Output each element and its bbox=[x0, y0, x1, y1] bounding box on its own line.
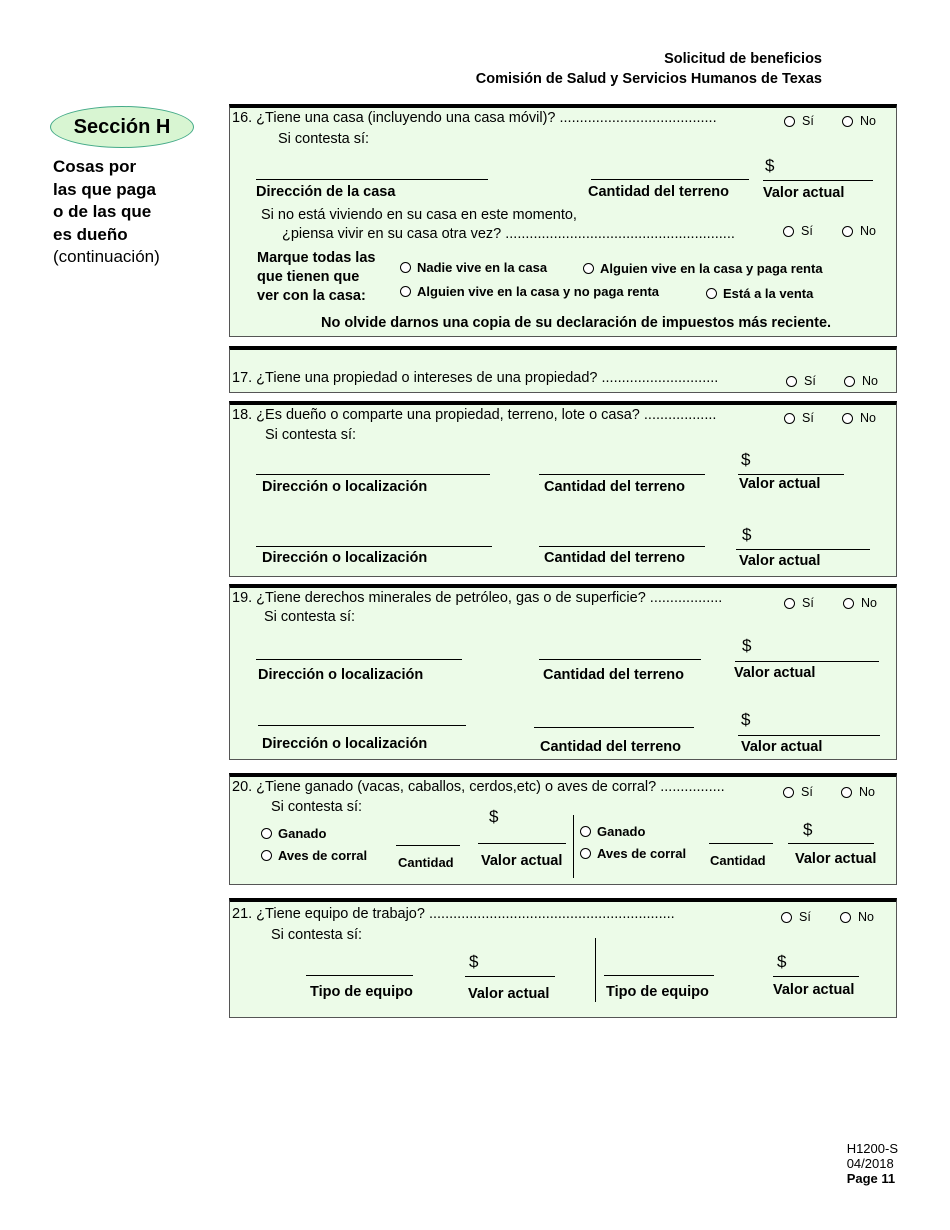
radio-circle-icon bbox=[842, 226, 853, 237]
section-badge: Sección H bbox=[50, 106, 194, 148]
q21-no-label: No bbox=[858, 910, 874, 924]
section-continuation: (continuación) bbox=[53, 247, 160, 266]
livestock-label: Ganado bbox=[278, 826, 327, 841]
radio-circle-icon bbox=[784, 598, 795, 609]
q20-quantity-label-1: Cantidad bbox=[398, 855, 454, 870]
q19-currency-1: $ bbox=[742, 636, 752, 655]
form-number: H1200-S bbox=[846, 1141, 898, 1156]
q20-yes-radio[interactable] bbox=[783, 785, 813, 799]
q18-land-label-1: Cantidad del terreno bbox=[544, 479, 685, 495]
q18-land-field-1[interactable] bbox=[539, 474, 705, 475]
q20-value-field-2[interactable] bbox=[788, 843, 874, 844]
q19-land-field-1[interactable] bbox=[539, 659, 701, 660]
radio-circle-icon bbox=[580, 826, 591, 837]
q20-value-field-1[interactable] bbox=[478, 843, 566, 844]
q18-no-radio[interactable] bbox=[842, 411, 876, 425]
q21-type-label-2: Tipo de equipo bbox=[606, 984, 709, 1000]
q21-if-yes: Si contesta sí: bbox=[271, 927, 363, 943]
agency-name: Comisión de Salud y Servicios Humanos de Texas bbox=[475, 71, 822, 87]
section-title-line: las que paga bbox=[53, 179, 156, 199]
q19-value-field-2[interactable] bbox=[738, 735, 880, 736]
q19-value-label-2: Valor actual bbox=[741, 739, 823, 755]
q19-value-label-1: Valor actual bbox=[734, 665, 816, 681]
q21-yes-label: Sí bbox=[799, 910, 811, 924]
q20-value-label-2: Valor actual bbox=[795, 851, 877, 867]
question-17-box bbox=[229, 346, 897, 393]
section-title-line: Cosas por bbox=[53, 157, 137, 176]
q16-return-yes-radio[interactable] bbox=[783, 224, 813, 238]
q19-if-yes: Si contesta sí: bbox=[264, 609, 356, 625]
q18-land-label-2: Cantidad del terreno bbox=[544, 550, 685, 566]
q21-no-radio[interactable] bbox=[840, 910, 874, 924]
q20-quantity-field-2[interactable] bbox=[709, 843, 773, 844]
mark-all-line: ver con la casa: bbox=[257, 288, 366, 304]
opt-for-sale-label: Está a la venta bbox=[723, 286, 814, 301]
radio-circle-icon bbox=[841, 787, 852, 798]
q18-value-field-1[interactable] bbox=[738, 474, 844, 475]
radio-circle-icon bbox=[261, 828, 272, 839]
q19-yes-label: Sí bbox=[802, 596, 814, 610]
question-20-box bbox=[229, 773, 897, 885]
q20-yes-label: Sí bbox=[801, 785, 813, 799]
q19-no-label: No bbox=[861, 596, 877, 610]
livestock-label: Ganado bbox=[597, 824, 646, 839]
q19-no-radio[interactable] bbox=[843, 596, 877, 610]
question-16-box bbox=[229, 104, 897, 337]
q16-not-living-line2: ¿piensa vivir en su casa otra vez? ......................................................... bbox=[282, 226, 735, 242]
q20-value-label-1: Valor actual bbox=[481, 853, 563, 869]
q20-quantity-label-2: Cantidad bbox=[710, 853, 766, 868]
q18-if-yes: Si contesta sí: bbox=[265, 427, 357, 443]
q18-currency-2: $ bbox=[742, 525, 752, 544]
q20-opt-poultry-2[interactable] bbox=[580, 846, 686, 861]
q16-yes-radio[interactable] bbox=[784, 114, 814, 128]
q19-land-label-2: Cantidad del terreno bbox=[540, 739, 681, 755]
q19-address-label-2: Dirección o localización bbox=[262, 736, 428, 752]
form-title: Solicitud de beneficios bbox=[664, 51, 822, 67]
q18-address-label-1: Dirección o localización bbox=[262, 479, 428, 495]
q16-yes-label: Sí bbox=[802, 114, 814, 128]
q21-question: 21. ¿Tiene equipo de trabajo? ............................................................. bbox=[232, 906, 675, 922]
q21-type-label-1: Tipo de equipo bbox=[310, 984, 413, 1000]
q16-opt-for-sale[interactable] bbox=[706, 286, 813, 301]
form-date: 04/2018 bbox=[846, 1156, 894, 1171]
q21-value-label-1: Valor actual bbox=[468, 986, 550, 1002]
q18-value-label-2: Valor actual bbox=[739, 553, 821, 569]
q21-value-field-2[interactable] bbox=[773, 976, 859, 977]
q19-address-label-1: Dirección o localización bbox=[258, 667, 424, 683]
q20-no-label: No bbox=[859, 785, 875, 799]
section-title-line: es dueño bbox=[53, 224, 128, 244]
q16-return-no-label: No bbox=[860, 224, 876, 238]
q18-address-label-2: Dirección o localización bbox=[262, 550, 428, 566]
radio-circle-icon bbox=[781, 912, 792, 923]
radio-circle-icon bbox=[786, 376, 797, 387]
radio-circle-icon bbox=[843, 598, 854, 609]
q21-currency-2: $ bbox=[777, 952, 787, 971]
q20-question: 20. ¿Tiene ganado (vacas, caballos, cerdos,etc) o aves de corral? ................ bbox=[232, 779, 725, 795]
q20-opt-livestock-2[interactable] bbox=[580, 824, 645, 839]
question-18-box bbox=[229, 401, 897, 577]
q20-currency-2: $ bbox=[803, 820, 813, 839]
q16-address-label: Dirección de la casa bbox=[256, 184, 396, 200]
q18-address-field-1[interactable] bbox=[256, 474, 490, 475]
q16-value-field[interactable] bbox=[763, 180, 873, 181]
q16-if-yes: Si contesta sí: bbox=[278, 131, 370, 147]
q21-column-divider bbox=[595, 938, 596, 1002]
q16-opt-pays-rent[interactable] bbox=[583, 261, 823, 276]
radio-circle-icon bbox=[783, 226, 794, 237]
q16-tax-note: No olvide darnos una copia de su declaración de impuestos más reciente. bbox=[321, 315, 832, 331]
q16-not-living-line1: Si no está viviendo en su casa en este momento, bbox=[261, 207, 577, 223]
radio-circle-icon bbox=[583, 263, 594, 274]
radio-circle-icon bbox=[842, 116, 853, 127]
q18-question: 18. ¿Es dueño o comparte una propiedad, terreno, lote o casa? .................. bbox=[232, 407, 717, 423]
footer bbox=[847, 1141, 898, 1186]
q20-quantity-field-1[interactable] bbox=[396, 845, 460, 846]
q18-currency-1: $ bbox=[741, 450, 751, 469]
question-19-box bbox=[229, 584, 897, 760]
radio-circle-icon bbox=[580, 848, 591, 859]
radio-circle-icon bbox=[784, 413, 795, 424]
radio-circle-icon bbox=[706, 288, 717, 299]
q16-no-label: No bbox=[860, 114, 876, 128]
section-title-line: o de las que bbox=[53, 202, 152, 221]
q21-value-label-2: Valor actual bbox=[773, 982, 855, 998]
opt-nobody-label: Nadie vive en la casa bbox=[417, 260, 548, 275]
q16-value-label: Valor actual bbox=[763, 185, 845, 201]
radio-circle-icon bbox=[784, 116, 795, 127]
q18-yes-radio[interactable] bbox=[784, 411, 814, 425]
radio-circle-icon bbox=[840, 912, 851, 923]
q18-value-field-2[interactable] bbox=[736, 549, 870, 550]
q18-land-field-2[interactable] bbox=[539, 546, 705, 547]
section-title bbox=[53, 156, 203, 269]
q16-return-no-radio[interactable] bbox=[842, 224, 876, 238]
radio-circle-icon bbox=[261, 850, 272, 861]
radio-circle-icon bbox=[400, 286, 411, 297]
q21-yes-radio[interactable] bbox=[781, 910, 811, 924]
page-number: Page 11 bbox=[846, 1171, 896, 1186]
q16-currency: $ bbox=[765, 156, 775, 175]
radio-circle-icon bbox=[844, 376, 855, 387]
q16-land-field[interactable] bbox=[591, 179, 749, 180]
q17-yes-label: Sí bbox=[804, 374, 816, 388]
q19-address-field-1[interactable] bbox=[256, 659, 462, 660]
q19-value-field-1[interactable] bbox=[735, 661, 879, 662]
opt-no-rent-label: Alguien vive en la casa y no paga renta bbox=[417, 284, 660, 299]
q16-no-radio[interactable] bbox=[842, 114, 876, 128]
mark-all-line: que tienen que bbox=[257, 269, 360, 285]
q20-column-divider bbox=[573, 815, 574, 878]
q21-value-field-1[interactable] bbox=[465, 976, 555, 977]
q19-land-field-2[interactable] bbox=[534, 727, 694, 728]
question-21-box bbox=[229, 898, 897, 1018]
q18-yes-label: Sí bbox=[802, 411, 814, 425]
q19-question: 19. ¿Tiene derechos minerales de petróleo, gas o de superficie? .................. bbox=[232, 590, 723, 606]
opt-pays-rent-label: Alguien vive en la casa y paga renta bbox=[600, 261, 823, 276]
q16-opt-no-rent[interactable] bbox=[400, 284, 659, 299]
q18-address-field-2[interactable] bbox=[256, 546, 492, 547]
radio-circle-icon bbox=[783, 787, 794, 798]
q17-no-label: No bbox=[862, 374, 878, 388]
q20-currency-1: $ bbox=[489, 807, 499, 826]
mark-all-line: Marque todas las bbox=[257, 250, 376, 266]
poultry-label: Aves de corral bbox=[278, 848, 368, 863]
q17-no-radio[interactable] bbox=[844, 374, 878, 388]
q20-opt-poultry-1[interactable] bbox=[261, 848, 367, 863]
q19-land-label-1: Cantidad del terreno bbox=[543, 667, 684, 683]
q20-no-radio[interactable] bbox=[841, 785, 875, 799]
q16-mark-all-label bbox=[257, 249, 375, 306]
q18-no-label: No bbox=[860, 411, 876, 425]
q19-currency-2: $ bbox=[741, 710, 751, 729]
q20-if-yes: Si contesta sí: bbox=[271, 799, 363, 815]
q16-address-field[interactable] bbox=[256, 179, 488, 180]
q21-currency-1: $ bbox=[469, 952, 479, 971]
q19-address-field-2[interactable] bbox=[258, 725, 466, 726]
q21-type-field-1[interactable] bbox=[306, 975, 413, 976]
q17-yes-radio[interactable] bbox=[786, 374, 816, 388]
radio-circle-icon bbox=[400, 262, 411, 273]
q16-land-label: Cantidad del terreno bbox=[588, 184, 729, 200]
poultry-label: Aves de corral bbox=[597, 846, 687, 861]
q17-question: 17. ¿Tiene una propiedad o intereses de una propiedad? ............................. bbox=[232, 370, 719, 386]
q18-value-label-1: Valor actual bbox=[739, 476, 821, 492]
radio-circle-icon bbox=[842, 413, 853, 424]
q21-type-field-2[interactable] bbox=[604, 975, 714, 976]
q19-yes-radio[interactable] bbox=[784, 596, 814, 610]
q16-return-yes-label: Sí bbox=[801, 224, 813, 238]
q16-question: 16. ¿Tiene una casa (incluyendo una casa móvil)? ....................................... bbox=[232, 110, 717, 126]
q20-opt-livestock-1[interactable] bbox=[261, 826, 326, 841]
q16-opt-nobody[interactable] bbox=[400, 260, 547, 275]
